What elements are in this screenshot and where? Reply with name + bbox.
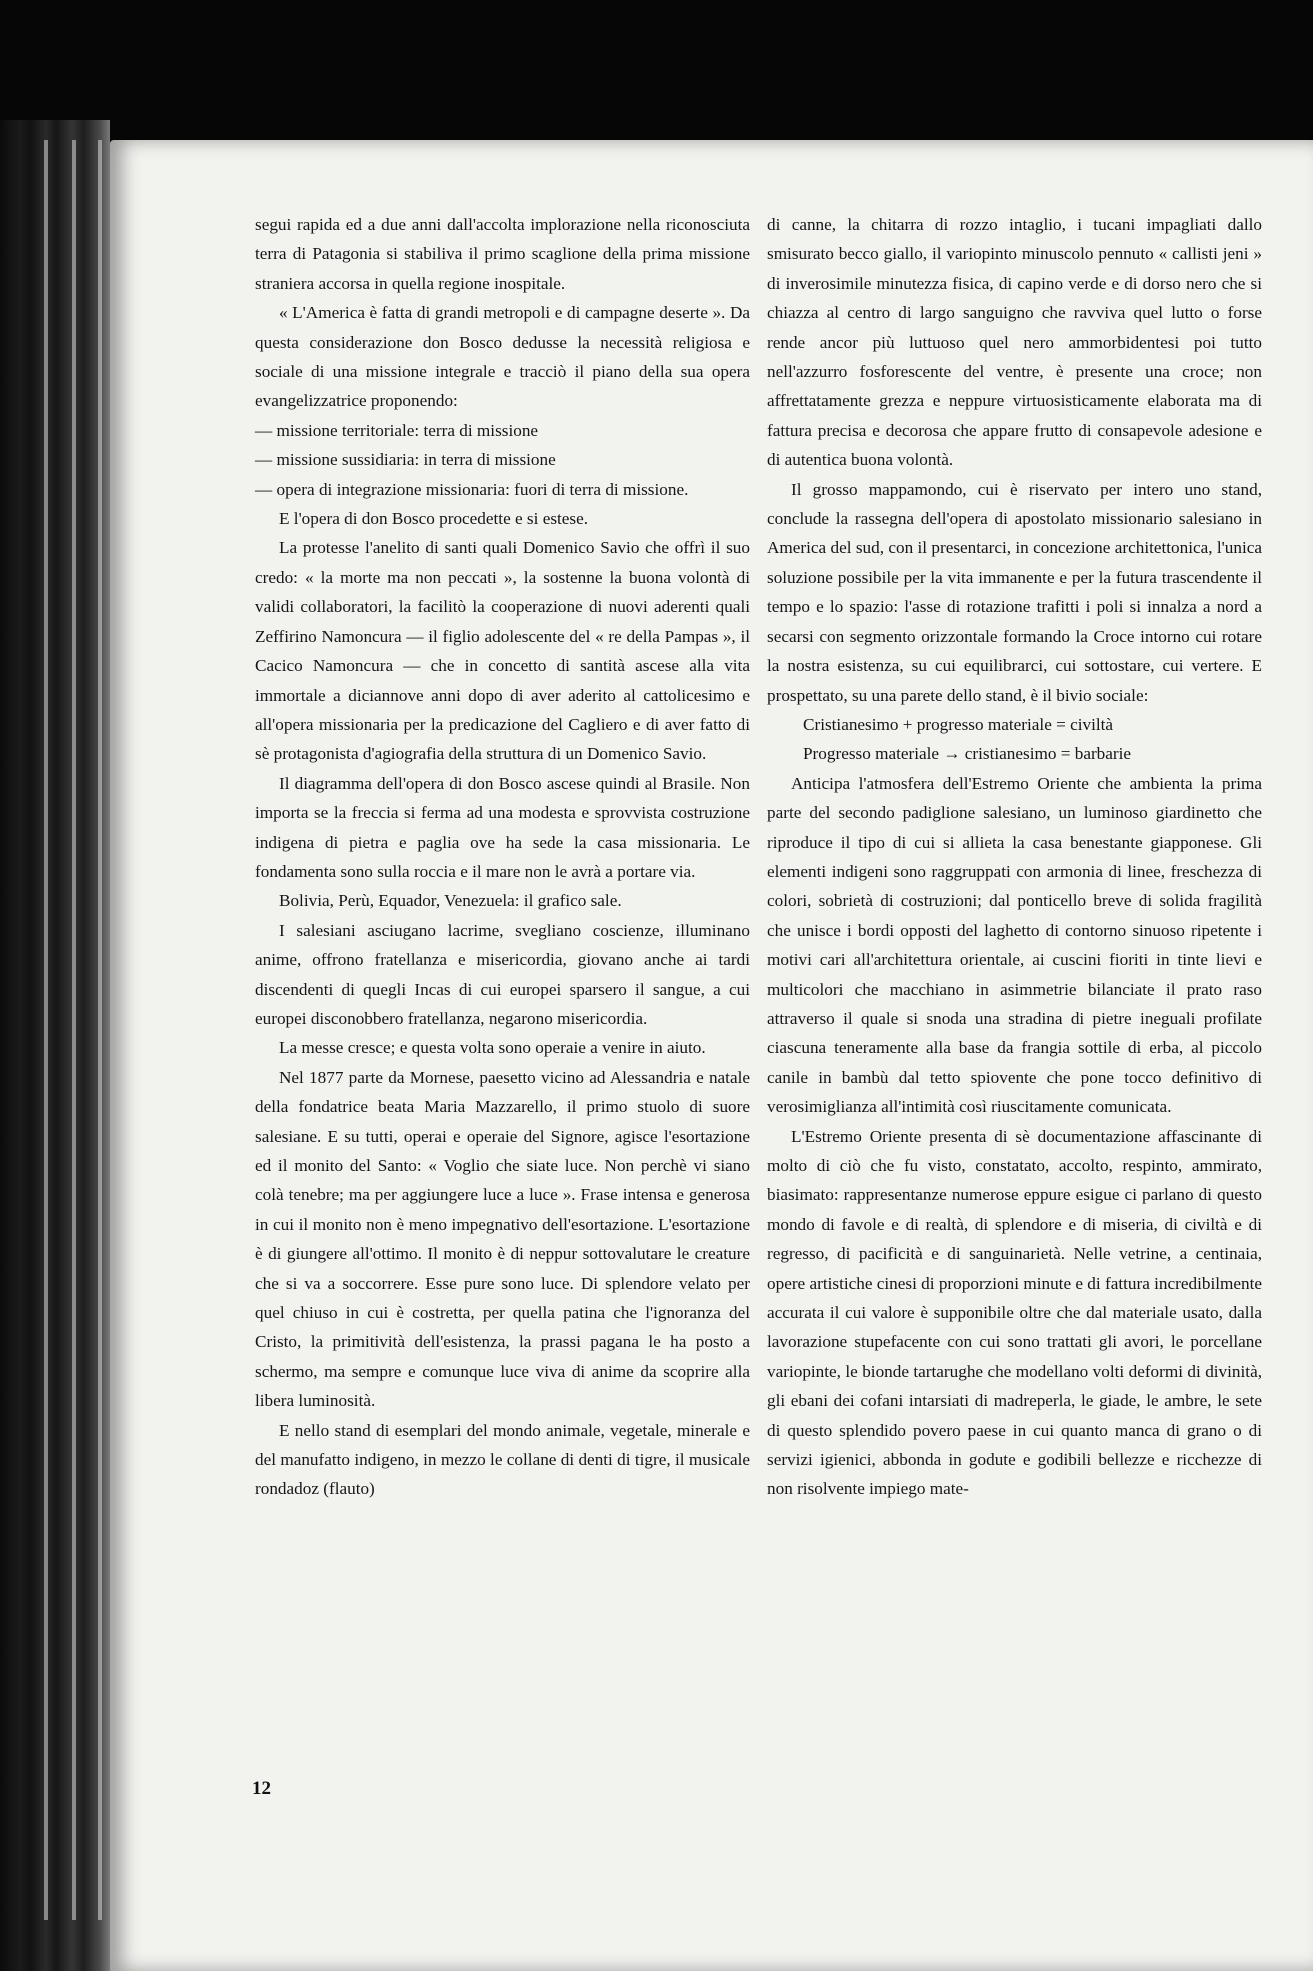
paragraph: segui rapida ed a due anni dall'accolta implorazione nella riconosciuta terra di Patagonia si stabiliva il primo scaglione della prima missione straniera accorsa in quella regione inospitale. (255, 215, 750, 293)
paragraph: Anticipa l'atmosfera dell'Estremo Oriente che ambienta la prima parte del secondo padiglione salesiano, un luminoso giardinetto che riproduce il tipo di cui si allieta la casa benestante giapponese. Gli elementi indigeni sono raggruppati con armonia di linee, freschezza di colori, sobrietà di costruzioni; dal ponticello breve di solida fragilità che unisce i bordi opposti del laghetto di contorno sinuoso ripetente i motivi cari all'architettura orientale, ai cuscini fioriti in tinte lievi e multicolori che macchiano in asimmetrie bilanciate il prato raso attraverso il quale si snoda una stradina di pietre ineguali profilate ciascuna teneramente alla base da frangia sottile di erba, al piccolo canile in bambù dal tetto spiovente che pone tocco definitivo di verosimiglianza all'intimità così riuscitamente comunicata. (767, 773, 1262, 1117)
paragraph: Il diagramma dell'opera di don Bosco ascese quindi al Brasile. Non importa se la freccia si ferma ad una modesta e sprovvista costruzione indigena di pietra e paglia ove ha sede la casa missionaria. Le fondamenta sono sulla roccia e il mare non le avrà a portare via. (255, 773, 750, 881)
page-number: 12 (252, 1778, 271, 1799)
paragraph: E l'opera di don Bosco procedette e si estese. (279, 509, 589, 529)
paragraph: E nello stand di esemplari del mondo animale, vegetale, minerale e del manufatto indigeno, in mezzo le collane di denti di tigre, il musicale rondadoz (flauto) (255, 1420, 750, 1499)
paragraph: di canne, la chitarra di rozzo intaglio, i tucani impagliati dallo smisurato becco giallo, il variopinto minuscolo pennuto « callisti jeni » di inverosimile minutezza fisica, di capino verde e di dorso nero che si chiazza al centro di largo sanguigno che ravviva quel lutto o forse rende ancor più luttuoso quel nero ammorbidentesi poi tutto nell'azzurro fosforescente del ventre, è presente una croce; non affrettatamente grezza e neppure virtuosisticamente elaborata ma di fattura precisa e decorosa che appare frutto di consapevole adesione e di autentica buona volontà. (767, 215, 1262, 470)
paragraph: I salesiani asciugano lacrime, svegliano coscienze, illuminano anime, offrono fratellanza e misericordia, giovano anche ai tardi discendenti di quegli Incas di cui europei sparsero il sangue, a cui europei disconobbero fratellanza, negarono misericordia. (255, 920, 750, 1028)
page-edge (72, 140, 76, 1920)
page-edge (98, 140, 102, 1920)
paragraph: La protesse l'anelito di santi quali Domenico Savio che offrì il suo credo: « la morte ma non peccati », la sostenne la buona volontà di validi collaboratori, la facilitò la cooperazione di nuovi aderenti quali Zeffirino Namoncura — il figlio adolescente del « re della Pampas », il Cacico Namoncura — che in concetto di santità ascese alla vita immortale a diciannove anni dopo di aver aderito al cattolicesimo e all'opera missionaria per la predicazione del Cagliero e di aver fatto di sè protagonista d'agiografia della struttura di un Domenico Savio. (255, 538, 750, 764)
paragraph: Nel 1877 parte da Mornese, paesetto vicino ad Alessandria e natale della fondatrice beata Maria Mazzarello, il primo stuolo di suore salesiane. E su tutti, operai e operaie del Signore, agisce l'esortazione ed il monito del Santo: « Voglio che siate luce. Non perchè vi siano colà tenebre; ma per aggiungere luce a luce ». Frase intensa e generosa in cui il monito non è meno impegnativo dell'esortazione. L'esortazione è di giungere all'ottimo. Il monito è di neppur sottovalutare le creature che si va a soccorrere. Esse pure sono luce. Di splendore velato per quel chiuso in cui è costretta, per quella patina che l'ignoranza del Cristo, la primitività dell'esistenza, la prassi pagana le ha posto a schermo, ma sempre e comunque luce viva di anime da scoprire alla libera luminosità. (255, 1067, 750, 1411)
equation-line: Cristianesimo + progresso materiale = civiltà (803, 714, 1114, 734)
paragraph: Il grosso mappamondo, cui è riservato per intero uno stand, conclude la rassegna dell'opera di apostolato missionario salesiano in America del sud, con il presentarci, in concezione architettonica, l'unica soluzione possibile per la vita immanente e per la futura trascendente il tempo e lo spazio: l'asse di rotazione trafitti i poli si innalza a nord a secarsi con segmento orizzontale formando la Croce intorno cui rotare la nostra esistenza, su cui equilibrarci, cui sottostare, cui vertere. E prospettato, su una parete dello stand, è il bivio sociale: (767, 479, 1262, 705)
paragraph: L'Estremo Oriente presenta di sè documentazione affascinante di molto di ciò che fu visto, constatato, accolto, respinto, ammirato, biasimato: rappresentanze numerose eppure esigue ci parlano di questo mondo di favole e di realtà, di splendore e di miseria, di civiltà e di regresso, di pacificità e di sanguinarietà. Nelle vetrine, a centinaia, opere artistiche cinesi di proporzioni minute e di fattura incredibilmente accurata il cui valore è supponibile oltre che dal materiale usato, dalla lavorazione stupefacente con cui sono trattati gli avori, le porcellane variopinte, le bionde tartarughe che modellano volti deformi di divinità, gli ebani dei cofani intarsiati di madreperla, le giade, le ambre, le sete di questo splendido povero paese in cui quanto manca di grano o di servizi igienici, abbonda in godute e godibili bellezze e ricchezze di non risolvente impiego mate- (767, 1126, 1262, 1499)
scan-top-shadow (0, 0, 1313, 140)
paragraph: La messe cresce; e questa volta sono operaie a venire in aiuto. (279, 1038, 706, 1058)
equation-line: Progresso materiale → cristianesimo = barbarie (803, 744, 1132, 764)
list-item: — missione sussidiaria: in terra di missione (255, 445, 750, 474)
list-item: — opera di integrazione missionaria: fuori di terra di missione. (255, 475, 750, 504)
paragraph: Bolivia, Perù, Equador, Venezuela: il grafico sale. (279, 891, 622, 911)
book-spine (0, 120, 110, 1971)
list-item: — missione territoriale: terra di missione (255, 416, 750, 445)
left-column (255, 210, 750, 1504)
page-edge (44, 140, 48, 1920)
paragraph: « L'America è fatta di grandi metropoli e di campagne deserte ». Da questa considerazione don Bosco dedusse la necessità religiosa e sociale di una missione integrale e tracciò il piano della sua opera evangelizzatrice proponendo: (255, 303, 750, 411)
right-column (767, 210, 1262, 1504)
